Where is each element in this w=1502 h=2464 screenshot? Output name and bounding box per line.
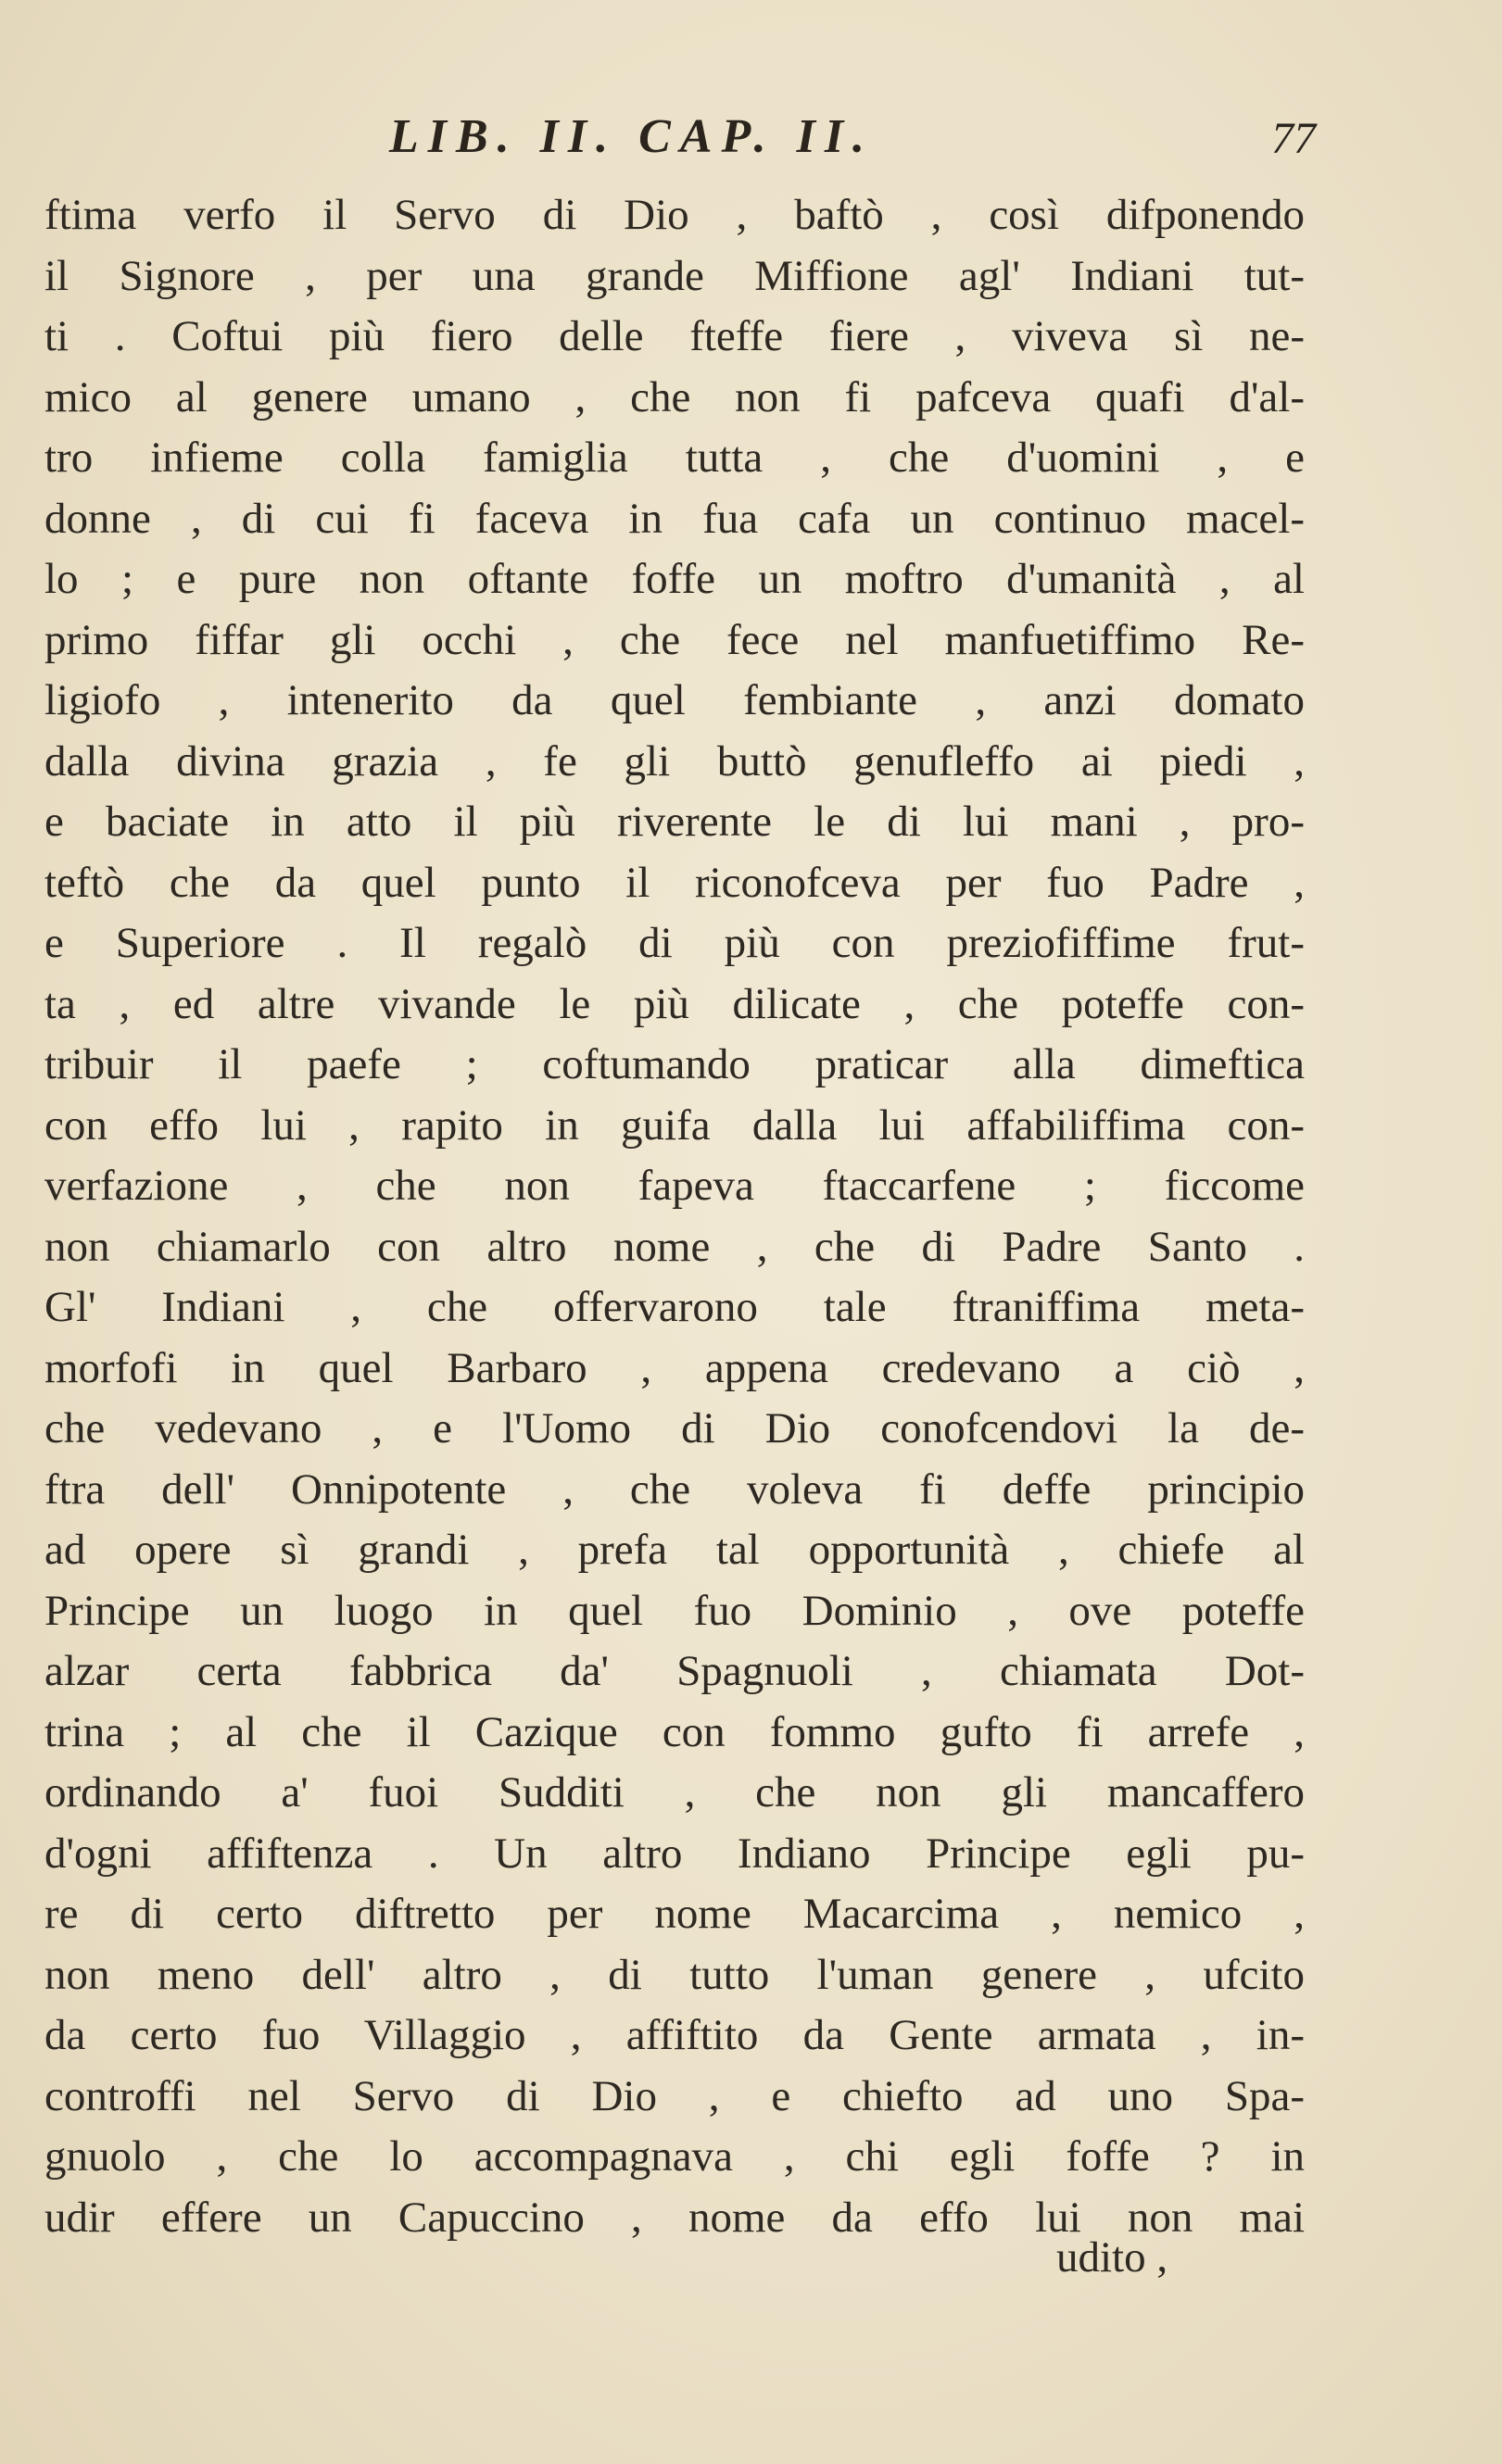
page-header [389,109,1316,174]
text-line: gnuolo , che lo accompagnava , chi egli foffe ? in [44,2132,1305,2181]
running-head: LIB. II. CAP. II. [389,110,875,163]
text-line: ordinando a' fuoi Sudditi , che non gli mancaffero [44,1768,1305,1817]
text-line: donne , di cui fi faceva in fua cafa un continuo macel- [44,494,1305,543]
text-line: ftima verfo il Servo di Dio , baftò , così difponendo [44,191,1305,239]
text-line: morfofi in quel Barbaro , appena credevano a ciò , [44,1343,1305,1392]
text-line: Gl' Indiani , che offervarono tale ftraniffima meta- [44,1283,1305,1331]
text-line: alzar certa fabbrica da' Spagnuoli , chiamata Dot- [44,1647,1305,1695]
text-line: ti . Coftui più fiero delle fteffe fiere , viveva sì ne- [44,312,1305,360]
text-line: con effo lui , rapito in guifa dalla lui affabiliffima con- [44,1100,1305,1150]
text-line: ligiofo , intenerito da quel fembiante , anzi domato [44,676,1305,724]
text-line: teftò che da quel punto il riconofceva per fuo Padre , [44,858,1305,907]
text-line: dalla divina grazia , fe gli buttò genufleffo ai piedi , [44,736,1305,786]
text-line: il Signore , per una grande Miffione agl' Indiani tut- [44,251,1305,300]
text-line: ta , ed altre vivande le più dilicate , che poteffe con- [44,979,1305,1028]
text-line: ftra dell' Onnipotente , che voleva fi deffe principio [44,1465,1305,1514]
text-line: ad opere sì grandi , prefa tal opportunità , chiefe al [44,1526,1305,1574]
text-line: mico al genere umano , che non fi pafceva quafi d'al- [44,372,1305,421]
text-line: re di certo diftretto per nome Macarcima , nemico , [44,1890,1305,1938]
text-line: controffi nel Servo di Dio , e chiefto ad uno Spa- [44,2071,1305,2120]
text-line: verfazione , che non fapeva ftaccarfene ; ficcome [44,1162,1305,1210]
text-line: e Superiore . Il regalò di più con preziofiffime frut- [44,919,1305,967]
text-line: non chiamarlo con altro nome , che di Padre Santo . [44,1222,1305,1271]
text-line: lo ; e pure non oftante foffe un moftro d'umanità , al [44,555,1305,603]
text-line: udir effere un Capuccino , nome da effo lui non mai [44,2193,1305,2242]
text-line: tribuir il paefe ; coftumando praticar alla dimeftica [44,1040,1305,1088]
text-line: e baciate in atto il più riverente le di lui mani , pro- [44,798,1305,846]
text-line: Principe un luogo in quel fuo Dominio , ove poteffe [44,1586,1305,1635]
text-line: tro infieme colla famiglia tutta , che d'uomini , e [44,434,1305,482]
text-line: non meno dell' altro , di tutto l'uman genere , ufcito [44,1950,1305,1999]
text-line: da certo fuo Villaggio , affiftito da Gente armata , in- [44,2011,1305,2059]
text-line: che vedevano , e l'Uomo di Dio conofcendovi la de- [44,1404,1305,1452]
catchword: udito , [1056,2233,1168,2282]
body-text [44,185,1305,2248]
page-number: 77 [1271,114,1316,163]
text-line: primo fiffar gli occhi , che fece nel manfuetiffimo Re- [44,615,1305,664]
text-line: d'ogni affiftenza . Un altro Indiano Principe egli pu- [44,1829,1305,1878]
text-line: trina ; al che il Cazique con fommo gufto fi arrefe , [44,1707,1305,1756]
